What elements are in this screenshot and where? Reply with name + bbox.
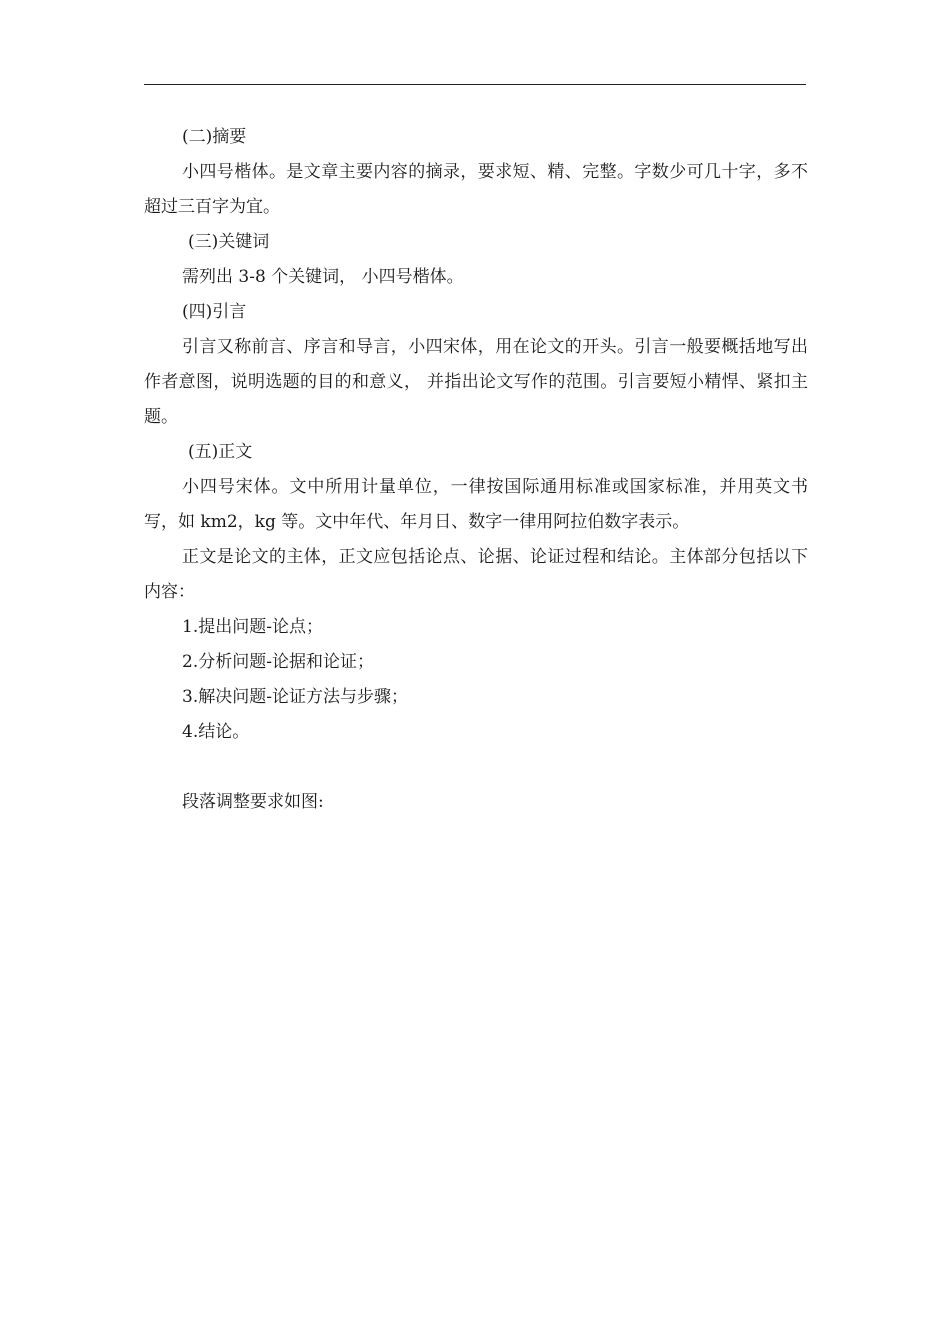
closing-line: 段落调整要求如图:: [182, 792, 324, 812]
document-body: [144, 120, 808, 820]
list-item: 4.结论。: [182, 722, 250, 742]
keywords-heading: (三)关键词: [188, 232, 270, 252]
list-item: 1.提出问题-论点；: [182, 617, 323, 637]
list-item: 2.分析问题-论据和论证；: [182, 652, 374, 672]
list-item: 3.解决问题-论证方法与步骤；: [182, 687, 408, 707]
abstract-paragraph: 小四号楷体。是文章主要内容的摘录，要求短、精、完整。字数少可几十字，多不超过三百字为宜。: [144, 162, 808, 217]
abstract-heading: (二)摘要: [182, 127, 247, 147]
main-paragraph-units: 小四号宋体。文中所用计量单位，一律按国际通用标准或国家标准，并用英文书写，如 km2，kg 等。文中年代、年月日、数字一律用阿拉伯数字表示。: [144, 477, 808, 532]
header-rule: [144, 84, 806, 85]
main-paragraph-structure: 正文是论文的主体，正文应包括论点、论据、论证过程和结论。主体部分包括以下内容：: [144, 547, 808, 602]
keywords-paragraph: 需列出 3-8 个关键词， 小四号楷体。: [182, 267, 464, 287]
intro-heading: (四)引言: [182, 302, 247, 322]
intro-paragraph: 引言又称前言、序言和导言，小四宋体，用在论文的开头。引言一般要概括地写出作者意图，说明选题的目的和意义， 并指出论文写作的范围。引言要短小精悍、紧扣主题。: [144, 337, 808, 427]
main-heading: (五)正文: [188, 442, 253, 462]
